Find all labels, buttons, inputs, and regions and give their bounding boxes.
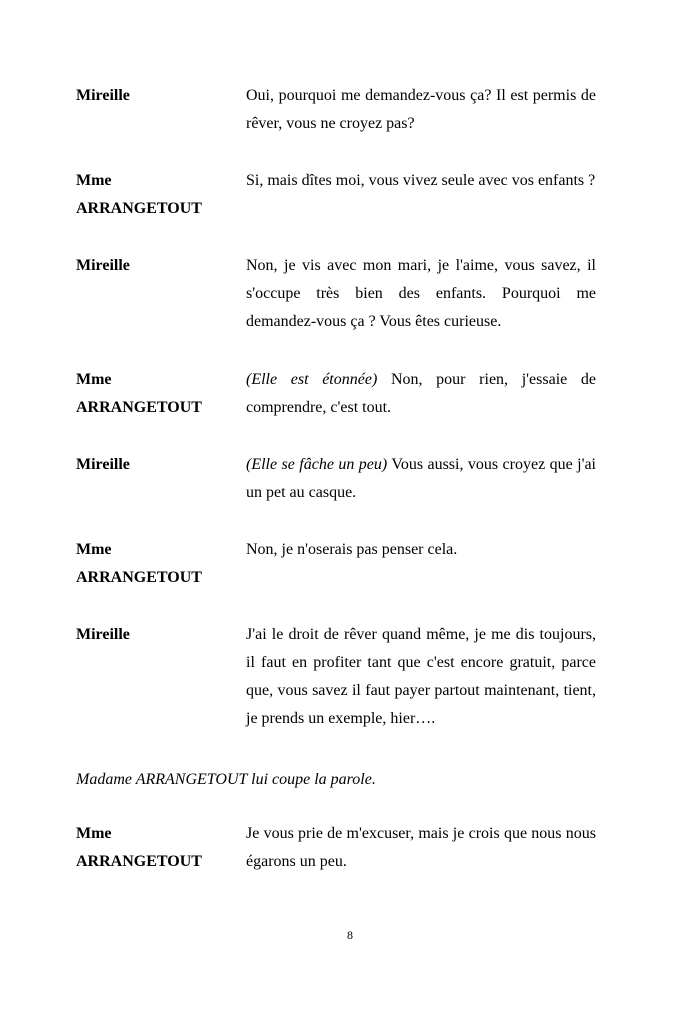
dialogue-speech: Oui, pourquoi me demandez-vous ça? Il est permis de rêver, vous ne croyez pas?	[246, 87, 596, 132]
speaker-line: Mme	[76, 172, 112, 189]
speaker-line: Mme	[76, 541, 112, 558]
dialogue-text	[246, 167, 596, 195]
speaker-line: Mireille	[76, 87, 130, 104]
speaker-name	[76, 451, 236, 479]
dialogue-text	[246, 366, 596, 422]
speaker-line: ARRANGETOUT	[76, 200, 202, 217]
speaker-line: Mme	[76, 825, 112, 842]
speaker-name	[76, 820, 236, 876]
stage-direction-inline: (Elle est étonnée)	[246, 371, 378, 388]
speaker-name	[76, 366, 236, 422]
speaker-name	[76, 252, 236, 280]
dialogue-speech: Non, je n'oserais pas penser cela.	[246, 541, 458, 558]
dialogue-speech: Je vous prie de m'excuser, mais je crois que nous nous égarons un peu.	[246, 825, 596, 870]
speaker-line: Mme	[76, 371, 112, 388]
dialogue-text	[246, 820, 596, 876]
speaker-line: Mireille	[76, 257, 130, 274]
page-number: 8	[347, 928, 353, 942]
stage-direction: Madame ARRANGETOUT lui coupe la parole.	[76, 771, 376, 788]
speaker-line: Mireille	[76, 456, 130, 473]
dialogue-text	[246, 536, 596, 564]
speaker-name	[76, 536, 236, 592]
dialogue-text	[246, 621, 596, 733]
speaker-line: Mireille	[76, 626, 130, 643]
speaker-line: ARRANGETOUT	[76, 853, 202, 870]
dialogue-speech: Non, je vis avec mon mari, je l'aime, vous savez, il s'occupe très bien des enfants. Pourquoi me demandez-vous ça ? Vous êtes curieuse.	[246, 257, 596, 330]
speaker-name	[76, 82, 236, 110]
dialogue-text	[246, 82, 596, 138]
dialogue-text	[246, 451, 596, 507]
dialogue-speech: Si, mais dîtes moi, vous vivez seule avec vos enfants ?	[246, 172, 596, 189]
stage-direction-inline: (Elle se fâche un peu)	[246, 456, 388, 473]
dialogue-speech: Vous aussi, vous croyez que j'ai un pet au casque.	[246, 456, 596, 501]
dialogue-speech: J'ai le droit de rêver quand même, je me dis toujours, il faut en profiter tant que c'est encore gratuit, parce que, vous savez il faut payer partout maintenant, tient, je prends un exemple, hier….	[246, 626, 596, 727]
dialogue-speech: Non, pour rien, j'essaie de comprendre, c'est tout.	[246, 371, 597, 416]
speaker-name	[76, 621, 236, 649]
speaker-line: ARRANGETOUT	[76, 569, 202, 586]
speaker-line: ARRANGETOUT	[76, 399, 202, 416]
speaker-name	[76, 167, 236, 223]
dialogue-text	[246, 252, 596, 336]
